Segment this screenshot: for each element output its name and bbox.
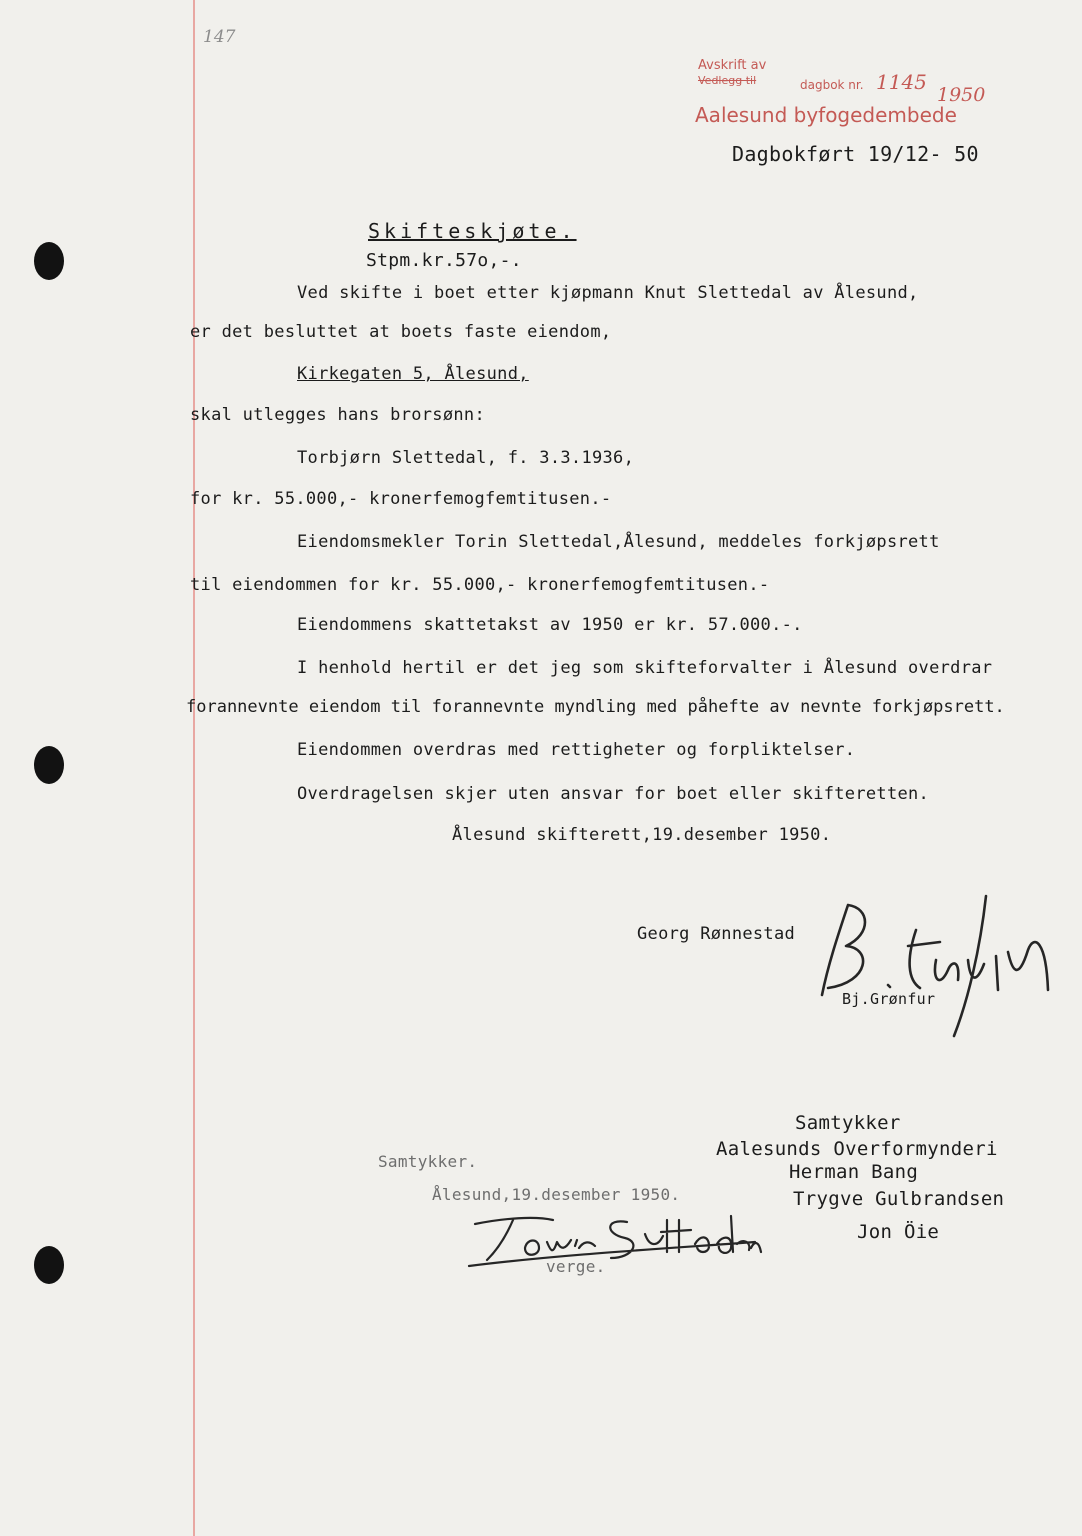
stamp-number: 1145 bbox=[876, 70, 927, 94]
body-line: I henhold hertil er det jeg som skifteforvalter i Ålesund overdrar bbox=[297, 658, 993, 678]
body-line: forannevnte eiendom til forannevnte myndling med påhefte av nevnte forkjøpsrett. bbox=[186, 697, 1005, 717]
property-address: Kirkegaten 5, Ålesund, bbox=[297, 364, 529, 384]
body-line: Ved skifte i boet etter kjøpmann Knut Slettedal av Ålesund, bbox=[297, 283, 919, 303]
red-margin-line bbox=[193, 0, 195, 1536]
signatory-herman: Herman Bang bbox=[789, 1161, 919, 1183]
dagbokfort-line: Dagbokført 19/12- 50 bbox=[732, 142, 979, 166]
punch-hole bbox=[34, 242, 64, 280]
stamp-vedlegg: Vedlegg til bbox=[698, 74, 757, 87]
stamp-duty: Stpm.kr.57o,-. bbox=[366, 250, 522, 271]
body-line: skal utlegges hans brorsønn: bbox=[190, 405, 485, 425]
handwritten-signature-verge bbox=[455, 1208, 765, 1268]
body-line: er det besluttet at boets faste eiendom, bbox=[190, 322, 612, 342]
body-line: Eiendommens skattetakst av 1950 er kr. 57.000.-. bbox=[297, 615, 803, 635]
punch-hole bbox=[34, 746, 64, 784]
place-date-line: Ålesund skifterett,19.desember 1950. bbox=[452, 825, 832, 845]
consent-date: Ålesund,19.desember 1950. bbox=[432, 1185, 681, 1204]
stamp-avskrift: Avskrift av bbox=[698, 58, 767, 73]
verge-label: verge. bbox=[546, 1257, 606, 1276]
stamp-dagbok: dagbok nr. bbox=[800, 78, 864, 92]
signatory-trygve: Trygve Gulbrandsen bbox=[793, 1188, 1005, 1210]
overformynderi: Aalesunds Overformynderi bbox=[716, 1138, 998, 1160]
stamp-office: Aalesund byfogedembede bbox=[695, 103, 957, 127]
body-line: for kr. 55.000,- kronerfemogfemtitusen.- bbox=[190, 489, 612, 509]
heir-name: Torbjørn Slettedal, f. 3.3.1936, bbox=[297, 448, 635, 468]
body-line: til eiendommen for kr. 55.000,- kronerfemogfemtitusen.- bbox=[190, 575, 770, 595]
signatory-bj: Bj.Grønfur bbox=[842, 990, 936, 1008]
consent-left: Samtykker. bbox=[378, 1152, 478, 1171]
handwritten-signature-bj bbox=[808, 890, 1058, 1040]
margin-note: 147 bbox=[203, 27, 236, 47]
signatory-georg: Georg Rønnestad bbox=[637, 924, 796, 944]
document-title: Skifteskjøte. bbox=[368, 219, 577, 243]
punch-hole bbox=[34, 1246, 64, 1284]
body-line: Overdragelsen skjer uten ansvar for boet eller skifteretten. bbox=[297, 784, 930, 804]
signatory-jon: Jon Öie bbox=[857, 1221, 940, 1243]
consent-right: Samtykker bbox=[795, 1112, 901, 1134]
body-line: Eiendomsmekler Torin Slettedal,Ålesund, meddeles forkjøpsrett bbox=[297, 532, 940, 552]
body-line: Eiendommen overdras med rettigheter og forpliktelser. bbox=[297, 740, 856, 760]
stamp-year: 1950 bbox=[937, 84, 986, 106]
